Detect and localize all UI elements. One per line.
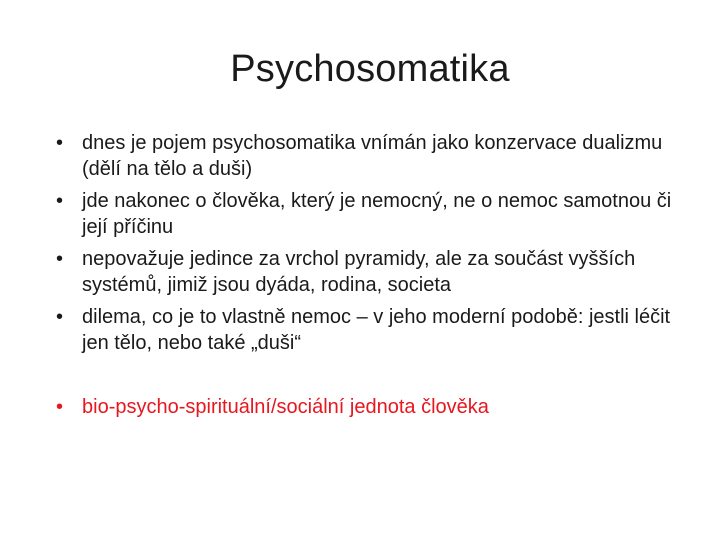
bullet-text: dnes je pojem psychosomatika vnímán jako konzervace dualizmu (dělí na tělo a duši): [82, 132, 663, 180]
bullet-item: [56, 304, 696, 356]
bullet-marker: •: [56, 306, 64, 328]
bullet-marker: •: [56, 190, 64, 212]
bullet-item: [56, 130, 696, 182]
bullet-item: [56, 188, 696, 240]
bullet-list: [56, 130, 696, 426]
bullet-text: bio-psycho-spirituální/sociální jednota člověka: [82, 396, 489, 418]
bullet-item: [56, 246, 696, 298]
bullet-marker: •: [56, 396, 64, 418]
slide-title: Psychosomatika: [230, 48, 510, 90]
bullet-text: nepovažuje jedince za vrchol pyramidy, ale za součást vyšších systémů, jimiž jsou dyáda, rodina, societa: [82, 248, 636, 296]
bullet-text: dilema, co je to vlastně nemoc – v jeho moderní podobě: jestli léčit jen tělo, nebo také „duši“: [82, 306, 671, 354]
bullet-marker: •: [56, 132, 64, 154]
bullet-marker: •: [56, 248, 64, 270]
bullet-text: jde nakonec o člověka, který je nemocný, ne o nemoc samotnou či její příčinu: [82, 190, 672, 238]
highlighted-bullet-item: [56, 394, 696, 420]
